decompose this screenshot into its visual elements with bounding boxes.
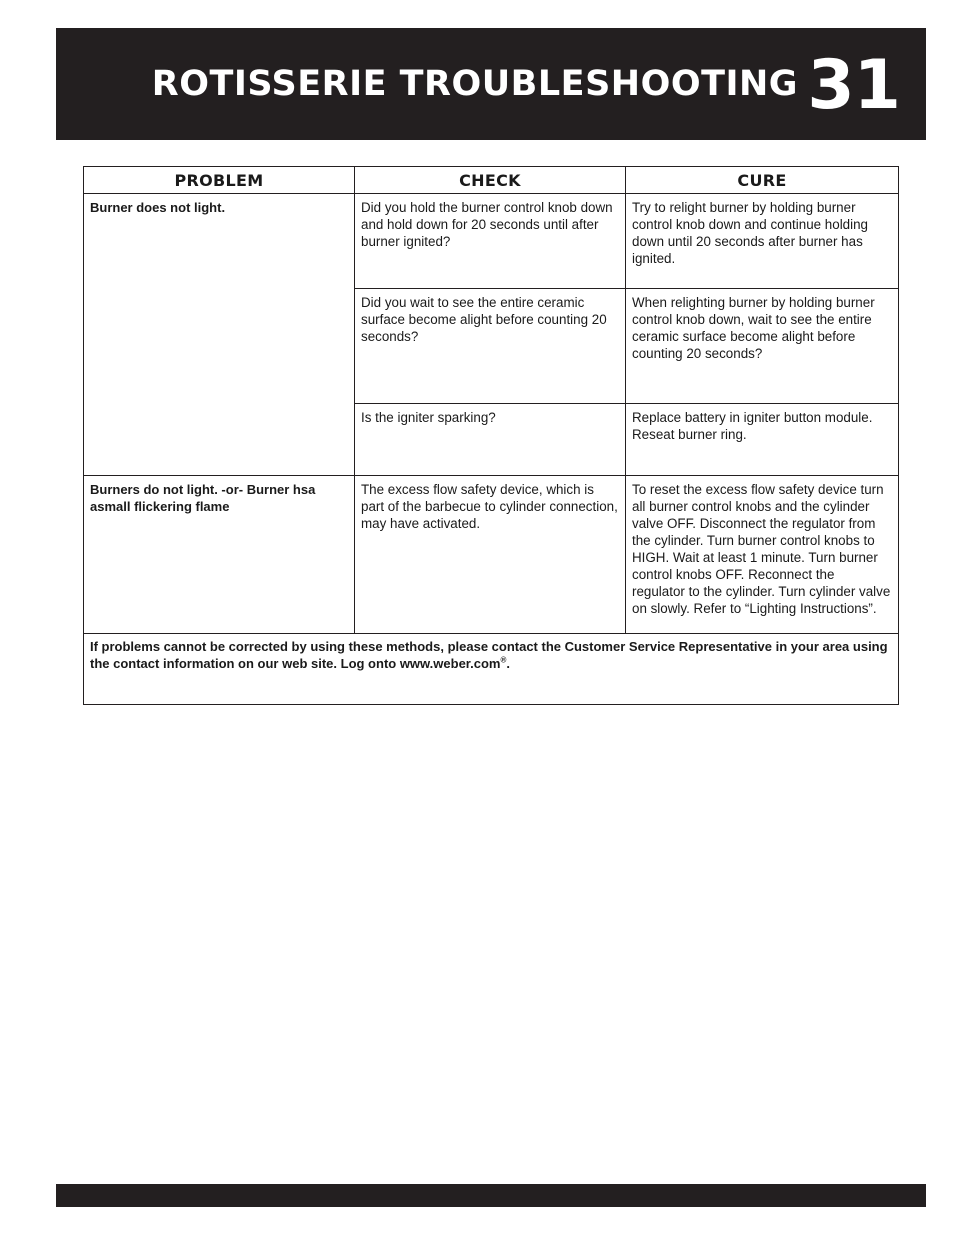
table-row	[84, 634, 899, 705]
footer-bar	[56, 1184, 926, 1207]
column-header-check: CHECK	[355, 167, 626, 194]
check-cell: Did you hold the burner control knob down and hold down for 20 seconds until after burner ignited?	[355, 194, 626, 289]
footnote-end: .	[506, 656, 511, 671]
footnote-text: If problems cannot be corrected by using these methods, please contact the Customer Service Representative in your area using the contact information on our web site. Log onto www.weber.com	[90, 639, 888, 671]
check-cell: Is the igniter sparking?	[355, 404, 626, 476]
problem-cell: Burners do not light. -or- Burner hsa asmall flickering flame	[84, 476, 355, 634]
cure-cell: When relighting burner by holding burner control knob down, wait to see the entire ceramic surface become alight before counting 20 seconds?	[626, 289, 899, 404]
cure-cell: Try to relight burner by holding burner control knob down and continue holding down until 20 seconds after burner has ignited.	[626, 194, 899, 289]
troubleshooting-table	[83, 166, 899, 705]
table-header-row	[84, 167, 899, 194]
check-cell: Did you wait to see the entire ceramic surface become alight before counting 20 seconds?	[355, 289, 626, 404]
check-cell: The excess flow safety device, which is part of the barbecue to cylinder connection, may have activated.	[355, 476, 626, 634]
cure-cell: To reset the excess flow safety device turn all burner control knobs and the cylinder valve OFF. Disconnect the regulator from the cylinder. Turn burner control knobs to HIGH. Wait at least 1 minute. Turn burner control knobs OFF. Reconnect the regulator to the cylinder. Turn cylinder valve on slowly. Refer to “Lighting Instructions”.	[626, 476, 899, 634]
registered-mark: ®	[500, 655, 507, 665]
cure-cell: Replace battery in igniter button module. Reseat burner ring.	[626, 404, 899, 476]
column-header-cure: CURE	[626, 167, 899, 194]
table-row	[84, 194, 899, 289]
page-number: 31	[807, 46, 900, 125]
table-row	[84, 476, 899, 634]
footnote-cell	[84, 634, 899, 705]
page-title: ROTISSERIE TROUBLESHOOTING	[151, 64, 798, 104]
problem-cell: Burner does not light.	[84, 194, 355, 476]
column-header-problem: PROBLEM	[84, 167, 355, 194]
